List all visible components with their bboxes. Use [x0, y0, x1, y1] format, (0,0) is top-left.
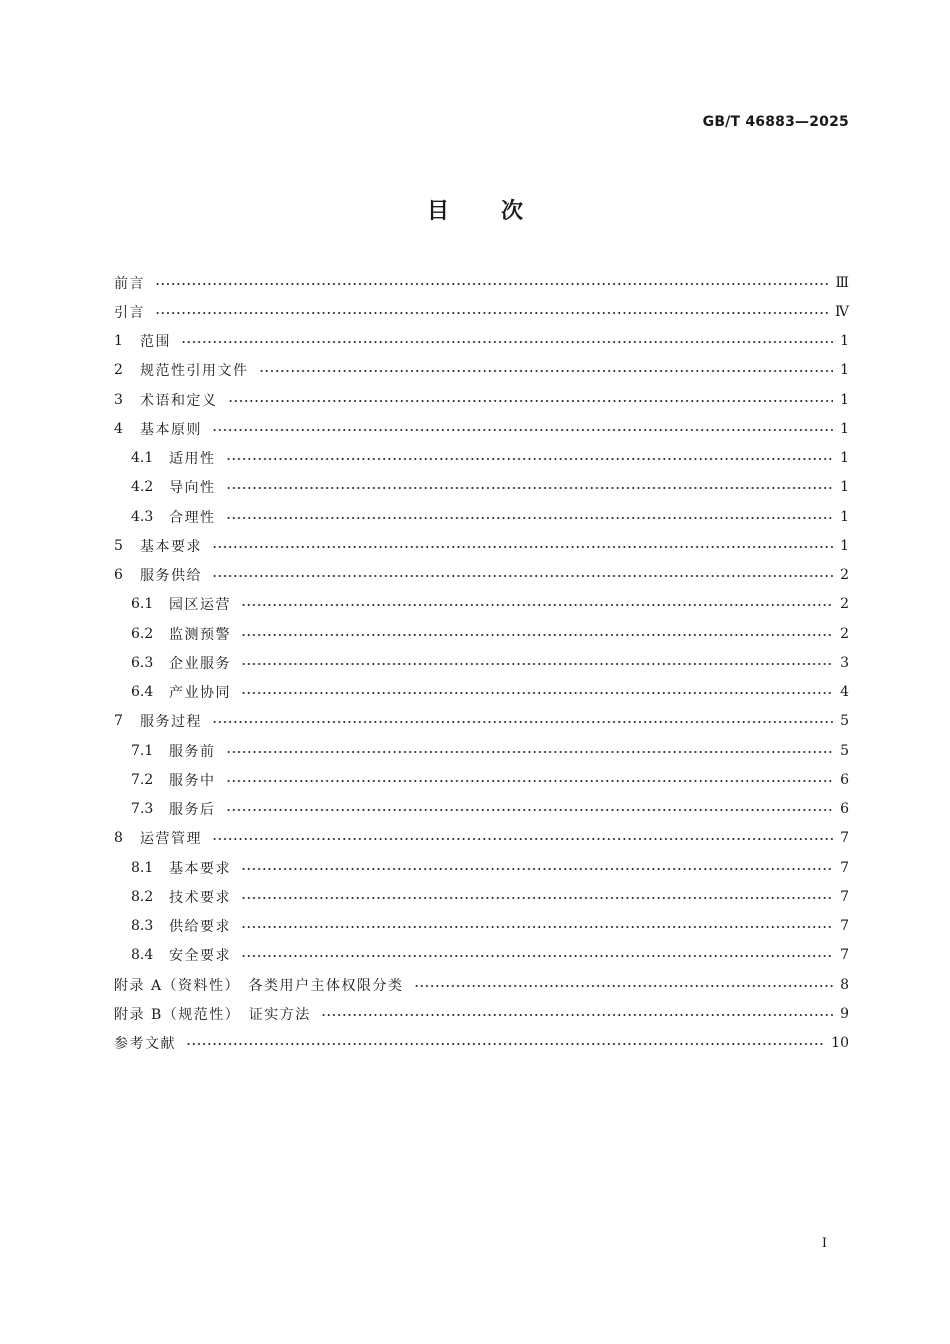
toc-entry-label: 服务供给	[140, 568, 202, 585]
toc-entry-label: 附录 A（资料性） 各类用户主体权限分类	[114, 977, 404, 994]
toc-leader-dots	[212, 838, 833, 840]
toc-entry-number: 4.2	[131, 479, 154, 496]
toc-entry[interactable]	[114, 882, 849, 911]
toc-entry-label: 适用性	[169, 451, 216, 468]
toc-entry-page: 4	[840, 684, 849, 701]
toc-entry-page: 1	[840, 479, 849, 496]
toc-entry-page: 1	[840, 508, 849, 525]
toc-entry-number: 6.2	[131, 625, 154, 642]
toc-entry[interactable]	[114, 619, 849, 648]
toc-entry[interactable]	[114, 356, 849, 385]
toc-entry[interactable]	[114, 561, 849, 590]
toc-entry-label: 运营管理	[140, 831, 202, 848]
toc-entry-label: 产业协同	[169, 685, 231, 702]
toc-entry-number: 8.3	[131, 918, 154, 935]
standard-number: GB/T 46883—2025	[702, 114, 849, 130]
toc-entry[interactable]	[114, 297, 849, 326]
toc-entry-label: 基本要求	[169, 860, 231, 877]
toc-entry[interactable]	[114, 970, 849, 999]
toc-leader-dots	[212, 546, 833, 548]
toc-entry-number: 8.1	[131, 859, 154, 876]
toc-entry-page: 9	[840, 1005, 849, 1022]
toc-entry-label: 技术要求	[169, 889, 231, 906]
toc-leader-dots	[226, 780, 834, 782]
toc-leader-dots	[241, 692, 833, 694]
toc-entry-page: 5	[840, 713, 849, 730]
toc-entry[interactable]	[114, 678, 849, 707]
toc-entry-label: 园区运营	[169, 597, 231, 614]
toc-entry-number: 6.4	[131, 684, 154, 701]
toc-entry[interactable]	[114, 853, 849, 882]
toc-leader-dots	[241, 634, 833, 636]
toc-entry[interactable]	[114, 912, 849, 941]
toc-entry[interactable]	[114, 268, 849, 297]
toc-entry-number: 4	[114, 420, 123, 437]
toc-entry-page: Ⅳ	[835, 303, 849, 320]
toc-leader-dots	[212, 575, 833, 577]
toc-entry[interactable]	[114, 795, 849, 824]
toc-entry-page: 3	[840, 654, 849, 671]
toc-leader-dots	[226, 487, 834, 489]
toc-leader-dots	[155, 283, 829, 285]
toc-entry-number: 8	[114, 830, 123, 847]
toc-entry-label: 供给要求	[169, 919, 231, 936]
toc-entry-number: 6	[114, 567, 123, 584]
toc-leader-dots	[228, 400, 834, 402]
toc-entry-page: 6	[840, 801, 849, 818]
toc-entry-label: 服务后	[169, 802, 216, 819]
toc-leader-dots	[241, 955, 833, 957]
toc-leader-dots	[414, 985, 833, 987]
toc-entry-number: 8.2	[131, 888, 154, 905]
toc-entry[interactable]	[114, 765, 849, 794]
toc-leader-dots	[226, 458, 834, 460]
toc-entry-page: 1	[840, 391, 849, 408]
toc-entry-label: 参考文献	[114, 1036, 176, 1053]
toc-entry-label: 导向性	[169, 480, 216, 497]
toc-entry-page: 7	[840, 947, 849, 964]
toc-entry-number: 5	[114, 537, 123, 554]
toc-entry-page: 1	[840, 362, 849, 379]
toc-entry-number: 1	[114, 333, 123, 350]
toc-entry-number: 2	[114, 362, 123, 379]
toc-entry-label: 监测预警	[169, 626, 231, 643]
toc-entry-number: 6.1	[131, 596, 154, 613]
toc-entry-number: 3	[114, 391, 123, 408]
toc-entry-page: 1	[840, 450, 849, 467]
toc-entry[interactable]	[114, 941, 849, 970]
toc-leader-dots	[241, 604, 833, 606]
toc-entry-page: 2	[840, 567, 849, 584]
toc-entry[interactable]	[114, 707, 849, 736]
toc-entry-number: 7.3	[131, 801, 154, 818]
toc-entry-label: 服务过程	[140, 714, 202, 731]
toc-entry[interactable]	[114, 414, 849, 443]
toc-entry-number: 6.3	[131, 654, 154, 671]
toc-entry-page: 8	[840, 976, 849, 993]
toc-leader-dots	[241, 897, 833, 899]
toc-entry[interactable]	[114, 1029, 849, 1058]
toc-leader-dots	[181, 341, 833, 343]
page-title: 目次	[426, 199, 575, 224]
toc-entry-page: 7	[840, 859, 849, 876]
page-number: I	[821, 1236, 827, 1251]
toc-entry[interactable]	[114, 473, 849, 502]
toc-entry-label: 规范性引用文件	[140, 363, 249, 380]
toc-entry-page: Ⅲ	[835, 274, 849, 291]
toc-leader-dots	[212, 429, 833, 431]
toc-entry[interactable]	[114, 824, 849, 853]
toc-entry[interactable]	[114, 648, 849, 677]
toc-leader-dots	[155, 312, 829, 314]
toc-entry-page: 2	[840, 596, 849, 613]
toc-entry-page: 2	[840, 625, 849, 642]
toc-leader-dots	[226, 751, 834, 753]
toc-entry-label: 前言	[114, 275, 145, 292]
toc-entry-label: 附录 B（规范性） 证实方法	[114, 1006, 311, 1023]
toc-entry-page: 10	[831, 1035, 849, 1052]
toc-entry-page: 1	[840, 333, 849, 350]
toc-entry[interactable]	[114, 444, 849, 473]
toc-entry[interactable]	[114, 327, 849, 356]
toc-entry-label: 安全要求	[169, 948, 231, 965]
toc-entry-label: 服务中	[169, 772, 216, 789]
toc-entry[interactable]	[114, 385, 849, 414]
toc-leader-dots	[241, 926, 833, 928]
toc-entry[interactable]	[114, 531, 849, 560]
toc-entry-page: 7	[840, 888, 849, 905]
toc-entry-number: 7	[114, 713, 123, 730]
table-of-contents	[114, 268, 849, 1058]
toc-leader-dots	[259, 370, 834, 372]
toc-entry-page: 5	[840, 742, 849, 759]
toc-entry-page: 1	[840, 537, 849, 554]
toc-entry-page: 6	[840, 771, 849, 788]
toc-leader-dots	[226, 517, 834, 519]
toc-entry-number: 7.2	[131, 771, 154, 788]
toc-leader-dots	[241, 663, 833, 665]
toc-leader-dots	[186, 1043, 825, 1045]
toc-entry-number: 4.1	[131, 450, 154, 467]
toc-entry-label: 范围	[140, 334, 171, 351]
toc-entry-page: 7	[840, 918, 849, 935]
toc-entry[interactable]	[114, 736, 849, 765]
toc-leader-dots	[321, 1014, 833, 1016]
toc-entry-number: 7.1	[131, 742, 154, 759]
toc-entry-label: 基本原则	[140, 421, 202, 438]
toc-leader-dots	[226, 809, 834, 811]
toc-entry-label: 基本要求	[140, 538, 202, 555]
toc-entry-page: 1	[840, 420, 849, 437]
toc-entry-label: 服务前	[169, 743, 216, 760]
toc-entry-label: 合理性	[169, 509, 216, 526]
toc-entry-label: 引言	[114, 304, 145, 321]
toc-leader-dots	[212, 721, 833, 723]
toc-entry[interactable]	[114, 502, 849, 531]
toc-entry[interactable]	[114, 999, 849, 1028]
toc-entry-number: 8.4	[131, 947, 154, 964]
toc-entry-label: 术语和定义	[140, 392, 218, 409]
toc-entry-page: 7	[840, 830, 849, 847]
toc-entry-label: 企业服务	[169, 655, 231, 672]
toc-entry-number: 4.3	[131, 508, 154, 525]
toc-entry[interactable]	[114, 590, 849, 619]
toc-leader-dots	[241, 868, 833, 870]
